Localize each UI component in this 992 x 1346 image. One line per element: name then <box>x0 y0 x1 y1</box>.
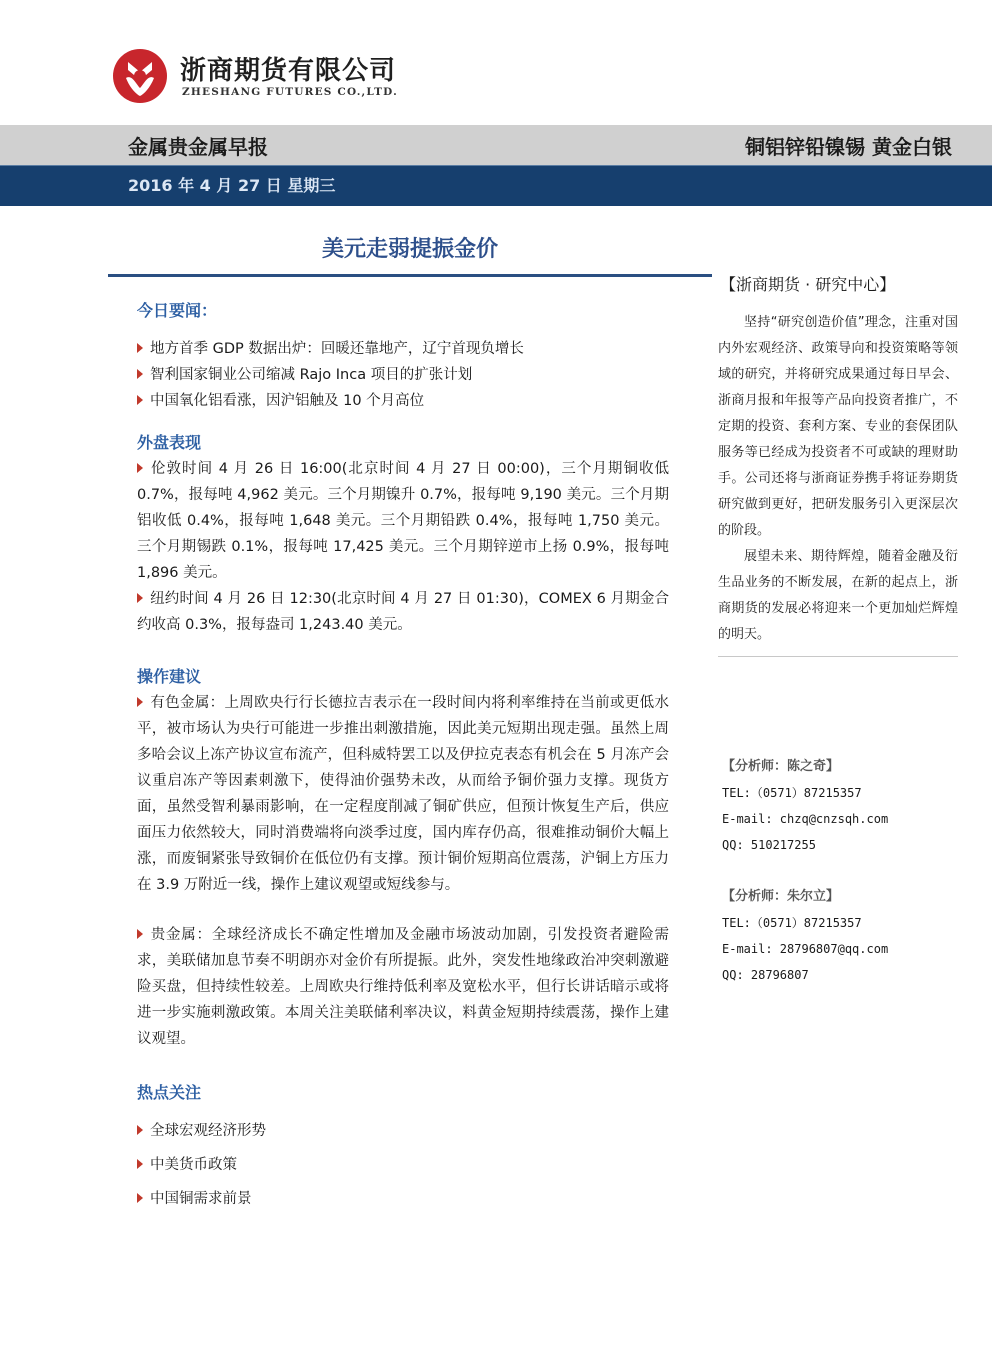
news-item: 智利国家铜业公司缩减 Rajo Inca 项目的扩张计划 <box>137 362 669 388</box>
company-logo <box>112 44 402 104</box>
research-center-intro: 坚持“研究创造价值”理念，注重对国内外宏观经济、政策导向和投资策略等领域的研究，并将研究成果通过每日早会、浙商月报和年报等产品向投资者推广，不定期的投资、套利方案、专业的套保团队服务等已经成为投资者不可或缺的理财助手。公司还将与浙商证券携手将证券期货研究做到更好，把研发服务引入更深层次的阶段。 <box>718 315 958 538</box>
analyst-email: E-mail: 28796807@qq.com <box>722 942 889 956</box>
triangle-bullet-icon <box>137 395 143 405</box>
triangle-bullet-icon <box>137 929 143 939</box>
news-item: 中国氧化铝看涨，因沪铝触及 10 个月高位 <box>137 388 669 414</box>
main-content <box>137 298 669 1212</box>
hot-topic-item: 中国铜需求前景 <box>137 1186 669 1212</box>
advice-heading: 操作建议 <box>137 667 202 686</box>
hot-topic-item: 全球宏观经济形势 <box>137 1118 669 1144</box>
analyst-qq: QQ: 510217255 <box>722 838 816 852</box>
overseas-heading: 外盘表现 <box>137 433 202 452</box>
zheshang-logo-icon <box>112 48 168 104</box>
overseas-newyork-paragraph: 纽约时间 4 月 26 日 12:30(北京时间 4 月 27 日 01:30)，COMEX 6 月期金合约收高 0.3%，报每盎司 1,243.40 美元。 <box>137 591 669 633</box>
analyst-name: 【分析师：朱尔立】 <box>722 889 840 904</box>
sidebar-divider <box>718 656 958 657</box>
analyst-name: 【分析师：陈之奇】 <box>722 759 840 774</box>
triangle-bullet-icon <box>137 1125 143 1135</box>
report-metals: 铜铝锌铅镍锡 黄金白银 <box>745 135 952 159</box>
news-item: 地方首季 GDP 数据出炉：回暖还靠地产，辽宁首现负增长 <box>137 336 669 362</box>
triangle-bullet-icon <box>137 343 143 353</box>
triangle-bullet-icon <box>137 697 143 707</box>
analyst-tel: TEL:（0571）87215357 <box>722 916 862 930</box>
triangle-bullet-icon <box>137 1193 143 1203</box>
hot-topic-item: 中美货币政策 <box>137 1152 669 1178</box>
report-date: 2016 年 4 月 27 日 星期三 <box>128 176 336 195</box>
analyst-card <box>722 884 962 988</box>
analyst-tel: TEL:（0571）87215357 <box>722 786 862 800</box>
triangle-bullet-icon <box>137 463 143 473</box>
triangle-bullet-icon <box>137 593 143 603</box>
analyst-qq: QQ: 28796807 <box>722 968 809 982</box>
advice-base-metals-paragraph: 有色金属：上周欧央行行长德拉吉表示在一段时间内将利率维持在当前或更低水平，被市场认为央行可能进一步推出刺激措施，因此美元短期出现走强。虽然上周多哈会议上冻产协议宣布流产，但科威特罢工以及伊拉克表态有机会在 5 月冻产会议重启冻产等因素刺激下，使得油价强势未改，从而给予铜价强力支撑。现货方面，虽然受智利暴雨影响，在一定程度削减了铜矿供应，但预计恢复生产后，供应面压力依然较大，同时消费端将向淡季过度，国内库存仍高，很难推动铜价大幅上涨，而废铜紧张导致铜价在低位仍有支撑。预计铜价短期高位震荡，沪铜上方压力在 3.9 万附近一线，操作上建议观望或短线参与。 <box>137 695 669 893</box>
company-name-cn: 浙商期货有限公司 <box>180 56 397 86</box>
news-heading: 今日要闻： <box>137 301 218 320</box>
analyst-email: E-mail: chzq@cnzsqh.com <box>722 812 889 826</box>
title-divider <box>108 274 712 277</box>
triangle-bullet-icon <box>137 369 143 379</box>
triangle-bullet-icon <box>137 1159 143 1169</box>
advice-precious-metals-paragraph: 贵金属：全球经济成长不确定性增加及金融市场波动加剧，引发投资者避险需求，美联储加息节奏不明朗亦对金价有所提振。此外，突发性地缘政治冲突刺激避险买盘，但持续性较差。上周欧央行维持低利率及宽松水平，但行长讲话暗示或将进一步实施刺激政策。本周关注美联储利率决议，料黄金短期持续震荡，操作上建议观望。 <box>137 927 669 1047</box>
analyst-card <box>722 754 962 858</box>
company-name-en: ZHESHANG FUTURES CO.,LTD. <box>182 86 398 98</box>
research-center-sidebar <box>718 270 958 657</box>
hot-topics-heading: 热点关注 <box>137 1083 202 1102</box>
document-title: 美元走弱提振金价 <box>321 237 498 262</box>
research-center-heading: 【浙商期货 · 研究中心】 <box>720 275 896 294</box>
research-center-outlook: 展望未来、期待辉煌，随着金融及衍生品业务的不断发展，在新的起点上，浙商期货的发展必将迎来一个更加灿烂辉煌的明天。 <box>718 549 958 642</box>
report-name: 金属贵金属早报 <box>128 135 268 159</box>
overseas-london-paragraph: 伦敦时间 4 月 26 日 16:00(北京时间 4 月 27 日 00:00)，三个月期铜收低 0.7%，报每吨 4,962 美元。三个月期镍升 0.7%，报每吨 9,190 美元。三个月期铝收低 0.4%，报每吨 1,648 美元。三个月期铅跌 0.4%，报每吨 1,750 美元。三个月期锡跌 0.1%，报每吨 17,425 美元。三个月期锌逆市上扬 0.9%，报每吨 1,896 美元。 <box>137 461 669 581</box>
